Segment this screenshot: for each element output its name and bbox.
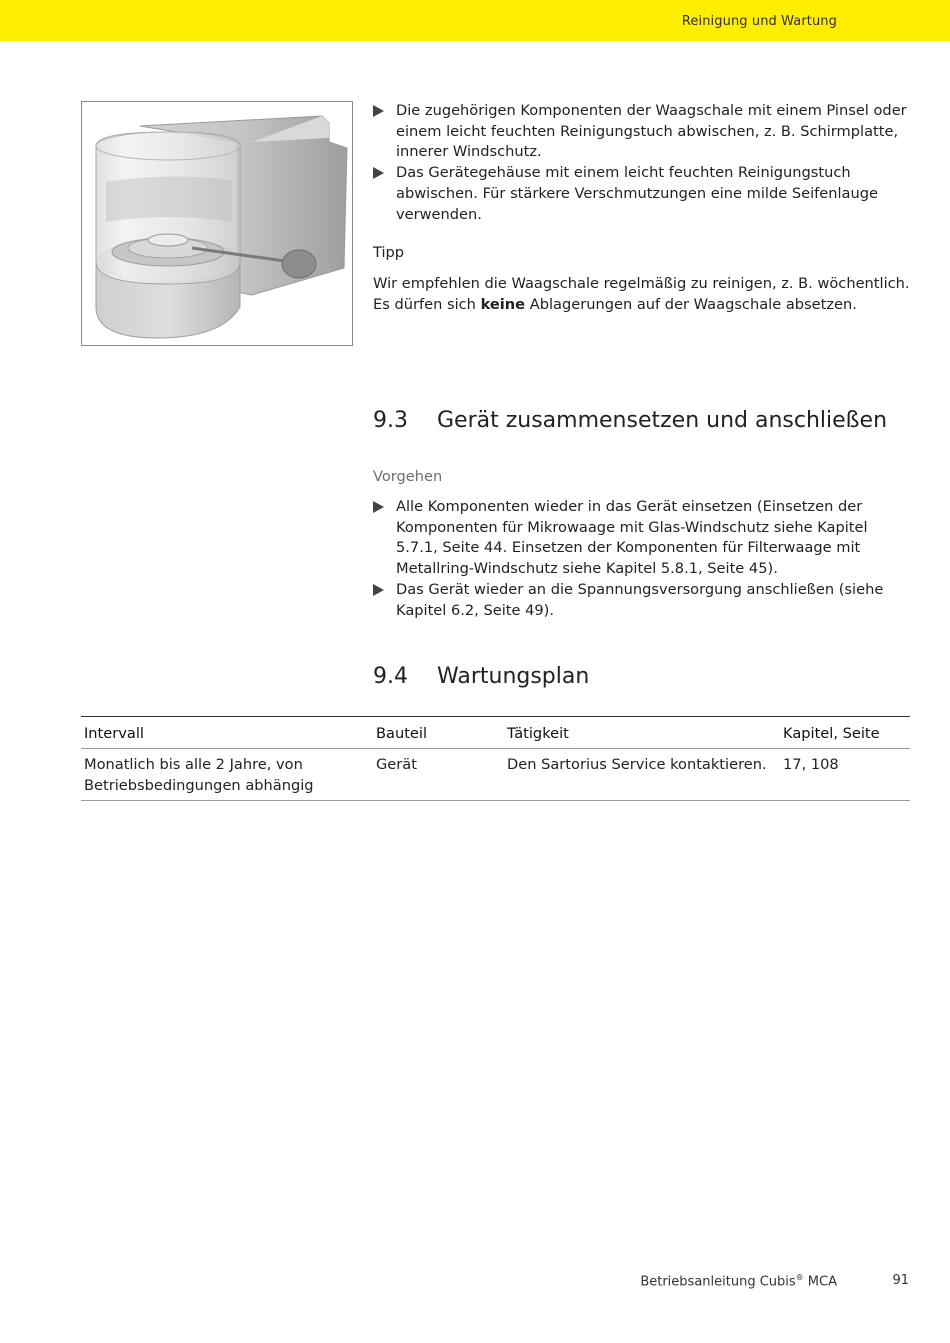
table-cell: Den Sartorius Service kontaktieren. bbox=[504, 749, 780, 801]
column-header: Intervall bbox=[81, 717, 373, 749]
table-row bbox=[81, 749, 910, 801]
bullet-arrow-icon bbox=[373, 501, 384, 513]
tipp-emphasis: keine bbox=[480, 295, 526, 313]
table-header-row bbox=[81, 717, 910, 749]
tipp-text: Wir empfehlen die Waagschale regelmäßig zu reinigen, z. B. wöchentlich. Es dürfen sich keine Ablagerungen auf der Waagschale absetzen. bbox=[373, 275, 910, 313]
page-number: 91 bbox=[892, 1273, 909, 1288]
bullet-arrow-icon bbox=[373, 167, 384, 179]
footer-document-title: Betriebsanleitung Cubis® MCA bbox=[640, 1273, 837, 1290]
section-heading-9-3: 9.3 Gerät zusammensetzen und anschließen bbox=[373, 408, 888, 433]
maintenance-table bbox=[81, 716, 910, 801]
balance-illustration bbox=[81, 101, 353, 346]
tipp-label: Tipp bbox=[373, 244, 405, 261]
microbalance-drawing bbox=[82, 102, 352, 345]
list-item: Die zugehörigen Komponenten der Waagschale mit einem Pinsel oder einem leicht feuchten Reinigungstuch abwischen, z. B. Schirmplatte, innerer Windschutz. bbox=[373, 101, 913, 163]
procedure-label: Vorgehen bbox=[373, 468, 443, 485]
header-title: Reinigung und Wartung bbox=[681, 14, 837, 29]
assembly-steps-list bbox=[373, 497, 913, 621]
list-item: Alle Komponenten wieder in das Gerät einsetzen (Einsetzen der Komponenten für Mikrowaage mit Glas-Windschutz siehe Kapitel 5.7.1, Seite 44. Einsetzen der Komponenten für Filterwaage mit Metallring-Windschutz siehe Kapitel 5.8.1, Seite 45). bbox=[373, 497, 913, 580]
column-header: Bauteil bbox=[373, 717, 504, 749]
list-item: Das Gerätegehäuse mit einem leicht feuchten Reinigungstuch abwischen. Für stärkere Verschmutzungen eine milde Seifenlauge verwenden. bbox=[373, 163, 913, 225]
table-cell: Gerät bbox=[373, 749, 504, 801]
column-header: Tätigkeit bbox=[504, 717, 780, 749]
table-cell: 17, 108 bbox=[780, 749, 910, 801]
column-header: Kapitel, Seite bbox=[780, 717, 910, 749]
bullet-arrow-icon bbox=[373, 105, 384, 117]
table-cell: Monatlich bis alle 2 Jahre, von Betriebsbedingungen abhängig bbox=[81, 749, 373, 801]
section-heading-9-4: 9.4 Wartungsplan bbox=[373, 664, 590, 689]
header-bar bbox=[0, 0, 950, 41]
list-item: Das Gerät wieder an die Spannungsversorgung anschließen (siehe Kapitel 6.2, Seite 49). bbox=[373, 580, 913, 621]
bullet-arrow-icon bbox=[373, 584, 384, 596]
cleaning-steps-list bbox=[373, 101, 913, 225]
